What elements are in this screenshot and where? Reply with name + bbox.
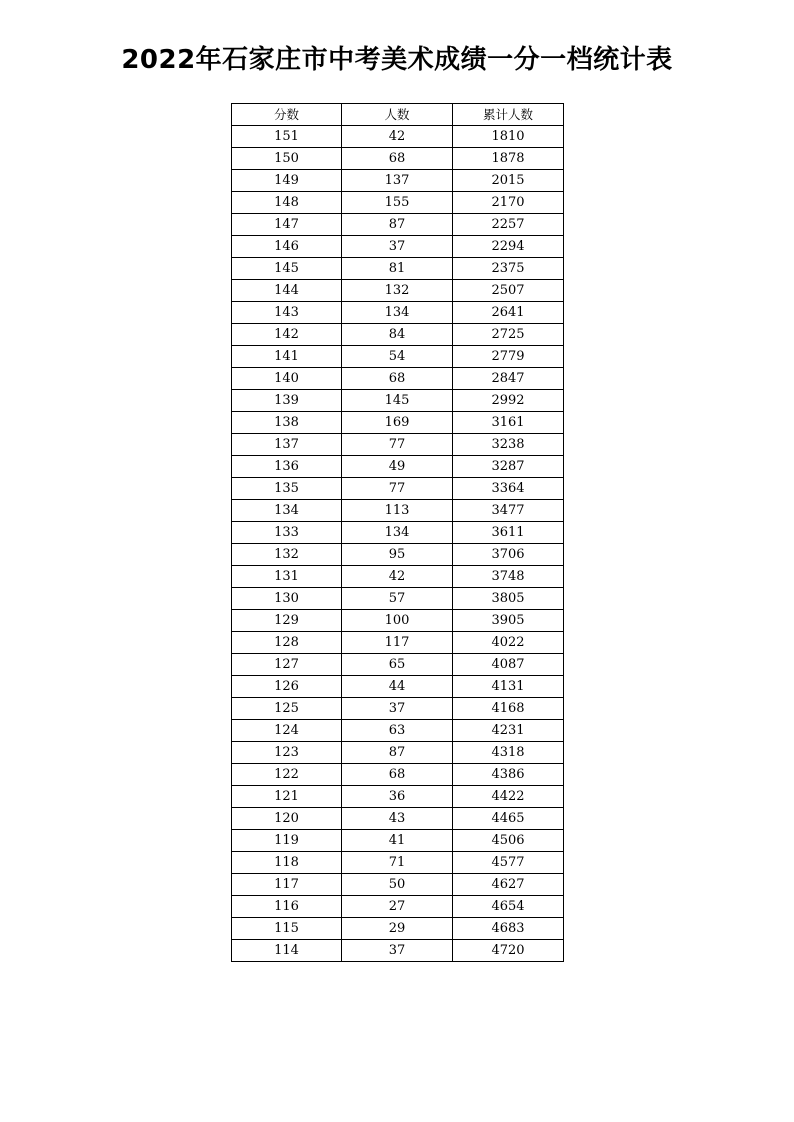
table-row — [232, 500, 564, 522]
score-cell: 146 — [232, 236, 342, 258]
cumulative-cell: 4168 — [453, 698, 564, 720]
count-cell: 81 — [342, 258, 453, 280]
count-cell: 95 — [342, 544, 453, 566]
table-row — [232, 588, 564, 610]
score-cell: 128 — [232, 632, 342, 654]
score-cell: 116 — [232, 896, 342, 918]
header-cumulative: 累计人数 — [453, 104, 564, 126]
count-cell: 29 — [342, 918, 453, 940]
count-cell: 57 — [342, 588, 453, 610]
score-cell: 141 — [232, 346, 342, 368]
cumulative-cell: 2641 — [453, 302, 564, 324]
score-distribution-table — [231, 103, 564, 962]
cumulative-cell: 1810 — [453, 126, 564, 148]
cumulative-cell: 4087 — [453, 654, 564, 676]
score-cell: 137 — [232, 434, 342, 456]
cumulative-cell: 3905 — [453, 610, 564, 632]
table-row — [232, 632, 564, 654]
score-cell: 118 — [232, 852, 342, 874]
cumulative-cell: 4654 — [453, 896, 564, 918]
table-row — [232, 324, 564, 346]
cumulative-cell: 2375 — [453, 258, 564, 280]
table-row — [232, 258, 564, 280]
count-cell: 77 — [342, 478, 453, 500]
cumulative-cell: 4022 — [453, 632, 564, 654]
score-cell: 129 — [232, 610, 342, 632]
score-cell: 147 — [232, 214, 342, 236]
table-row — [232, 544, 564, 566]
cumulative-cell: 3364 — [453, 478, 564, 500]
score-cell: 131 — [232, 566, 342, 588]
count-cell: 113 — [342, 500, 453, 522]
count-cell: 27 — [342, 896, 453, 918]
table-row — [232, 874, 564, 896]
cumulative-cell: 2725 — [453, 324, 564, 346]
cumulative-cell: 3748 — [453, 566, 564, 588]
cumulative-cell: 4506 — [453, 830, 564, 852]
score-cell: 130 — [232, 588, 342, 610]
count-cell: 100 — [342, 610, 453, 632]
table-row — [232, 456, 564, 478]
table-row — [232, 852, 564, 874]
table-row — [232, 566, 564, 588]
score-cell: 144 — [232, 280, 342, 302]
count-cell: 145 — [342, 390, 453, 412]
cumulative-cell: 2015 — [453, 170, 564, 192]
count-cell: 169 — [342, 412, 453, 434]
table-row — [232, 280, 564, 302]
table-row — [232, 148, 564, 170]
table-row — [232, 368, 564, 390]
table-row — [232, 896, 564, 918]
count-cell: 134 — [342, 522, 453, 544]
score-cell: 126 — [232, 676, 342, 698]
score-cell: 151 — [232, 126, 342, 148]
table-row — [232, 808, 564, 830]
table-row — [232, 610, 564, 632]
count-cell: 50 — [342, 874, 453, 896]
score-cell: 132 — [232, 544, 342, 566]
count-cell: 137 — [342, 170, 453, 192]
table-body — [232, 126, 564, 962]
cumulative-cell: 2847 — [453, 368, 564, 390]
score-cell: 124 — [232, 720, 342, 742]
header-count: 人数 — [342, 104, 453, 126]
cumulative-cell: 4231 — [453, 720, 564, 742]
page-title: 2022年石家庄市中考美术成绩一分一档统计表 — [121, 45, 673, 75]
count-cell: 42 — [342, 126, 453, 148]
cumulative-cell: 2992 — [453, 390, 564, 412]
count-cell: 117 — [342, 632, 453, 654]
cumulative-cell: 2294 — [453, 236, 564, 258]
score-cell: 143 — [232, 302, 342, 324]
table-header-row — [232, 104, 564, 126]
cumulative-cell: 2779 — [453, 346, 564, 368]
cumulative-cell: 4422 — [453, 786, 564, 808]
table-row — [232, 214, 564, 236]
score-cell: 134 — [232, 500, 342, 522]
count-cell: 63 — [342, 720, 453, 742]
count-cell: 37 — [342, 236, 453, 258]
count-cell: 134 — [342, 302, 453, 324]
count-cell: 68 — [342, 764, 453, 786]
table-row — [232, 126, 564, 148]
table-row — [232, 830, 564, 852]
table-row — [232, 478, 564, 500]
score-cell: 119 — [232, 830, 342, 852]
count-cell: 44 — [342, 676, 453, 698]
score-cell: 127 — [232, 654, 342, 676]
count-cell: 87 — [342, 742, 453, 764]
count-cell: 36 — [342, 786, 453, 808]
score-cell: 123 — [232, 742, 342, 764]
table-row — [232, 522, 564, 544]
cumulative-cell: 4386 — [453, 764, 564, 786]
score-cell: 150 — [232, 148, 342, 170]
table-row — [232, 434, 564, 456]
score-cell: 122 — [232, 764, 342, 786]
table-row — [232, 170, 564, 192]
count-cell: 54 — [342, 346, 453, 368]
cumulative-cell: 2170 — [453, 192, 564, 214]
score-cell: 117 — [232, 874, 342, 896]
count-cell: 49 — [342, 456, 453, 478]
score-cell: 139 — [232, 390, 342, 412]
score-cell: 140 — [232, 368, 342, 390]
cumulative-cell: 2257 — [453, 214, 564, 236]
score-cell: 136 — [232, 456, 342, 478]
table-row — [232, 236, 564, 258]
count-cell: 37 — [342, 698, 453, 720]
cumulative-cell: 3611 — [453, 522, 564, 544]
table-row — [232, 764, 564, 786]
table-row — [232, 654, 564, 676]
count-cell: 132 — [342, 280, 453, 302]
table-row — [232, 390, 564, 412]
cumulative-cell: 4465 — [453, 808, 564, 830]
count-cell: 84 — [342, 324, 453, 346]
score-cell: 142 — [232, 324, 342, 346]
table-row — [232, 786, 564, 808]
table-row — [232, 698, 564, 720]
table-row — [232, 742, 564, 764]
cumulative-cell: 3706 — [453, 544, 564, 566]
cumulative-cell: 4627 — [453, 874, 564, 896]
table-row — [232, 346, 564, 368]
count-cell: 37 — [342, 940, 453, 962]
cumulative-cell: 4720 — [453, 940, 564, 962]
cumulative-cell: 4318 — [453, 742, 564, 764]
count-cell: 71 — [342, 852, 453, 874]
table-row — [232, 918, 564, 940]
cumulative-cell: 3287 — [453, 456, 564, 478]
cumulative-cell: 3805 — [453, 588, 564, 610]
table-row — [232, 192, 564, 214]
table-row — [232, 676, 564, 698]
count-cell: 77 — [342, 434, 453, 456]
cumulative-cell: 3477 — [453, 500, 564, 522]
cumulative-cell: 2507 — [453, 280, 564, 302]
count-cell: 87 — [342, 214, 453, 236]
table-row — [232, 302, 564, 324]
score-cell: 149 — [232, 170, 342, 192]
cumulative-cell: 3161 — [453, 412, 564, 434]
score-cell: 120 — [232, 808, 342, 830]
count-cell: 42 — [342, 566, 453, 588]
score-cell: 145 — [232, 258, 342, 280]
score-cell: 133 — [232, 522, 342, 544]
count-cell: 41 — [342, 830, 453, 852]
count-cell: 155 — [342, 192, 453, 214]
cumulative-cell: 4131 — [453, 676, 564, 698]
table-row — [232, 940, 564, 962]
score-cell: 135 — [232, 478, 342, 500]
count-cell: 43 — [342, 808, 453, 830]
count-cell: 65 — [342, 654, 453, 676]
table-row — [232, 412, 564, 434]
score-cell: 138 — [232, 412, 342, 434]
count-cell: 68 — [342, 368, 453, 390]
score-cell: 114 — [232, 940, 342, 962]
count-cell: 68 — [342, 148, 453, 170]
score-cell: 125 — [232, 698, 342, 720]
cumulative-cell: 4577 — [453, 852, 564, 874]
score-cell: 148 — [232, 192, 342, 214]
header-score: 分数 — [232, 104, 342, 126]
score-cell: 121 — [232, 786, 342, 808]
table-row — [232, 720, 564, 742]
cumulative-cell: 4683 — [453, 918, 564, 940]
cumulative-cell: 1878 — [453, 148, 564, 170]
cumulative-cell: 3238 — [453, 434, 564, 456]
score-cell: 115 — [232, 918, 342, 940]
